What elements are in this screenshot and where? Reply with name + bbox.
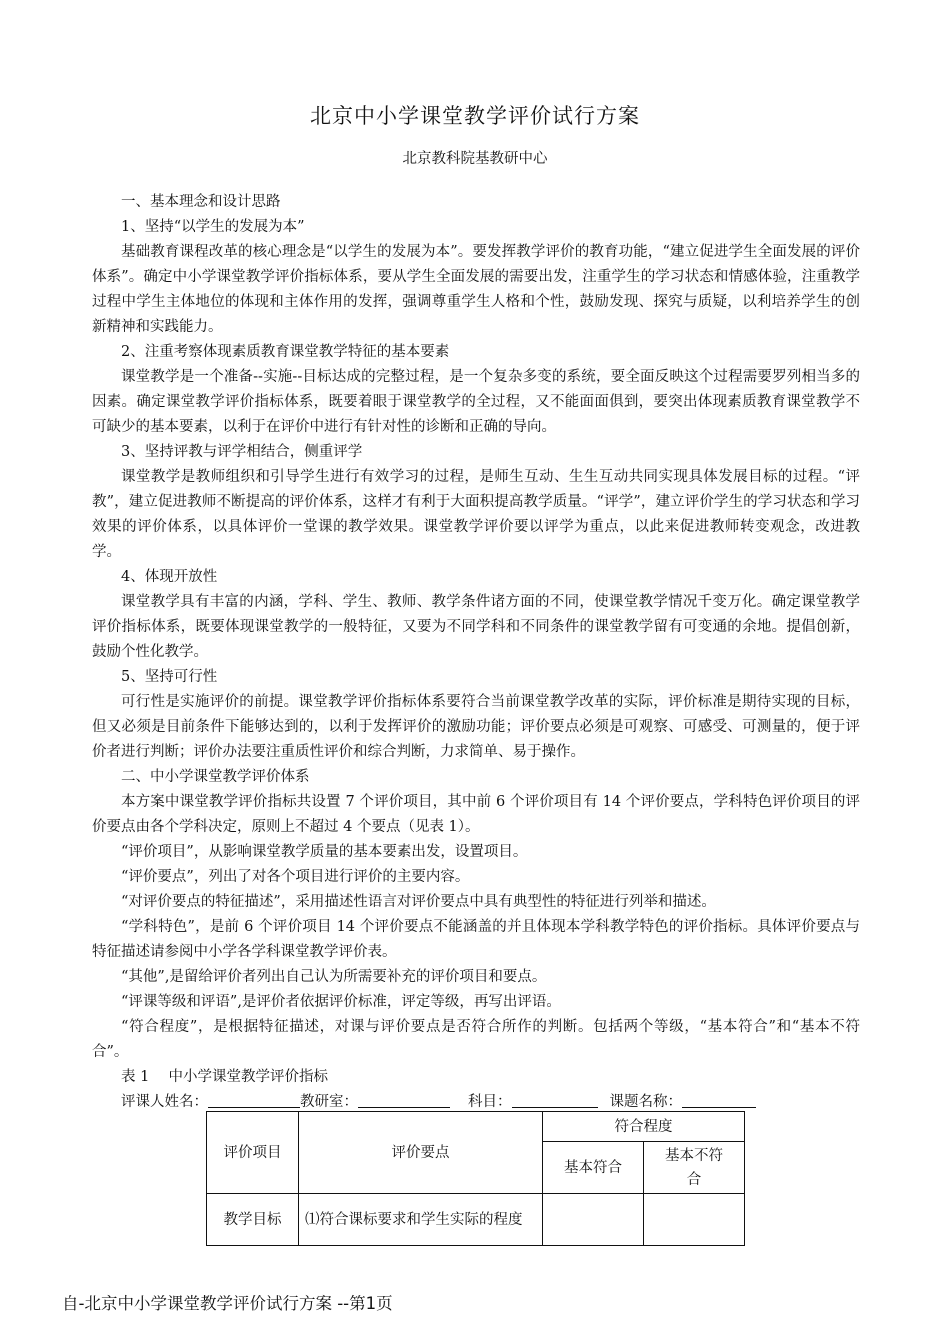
subsection-heading: 5、坚持可行性: [121, 669, 218, 685]
subject-label: 科目：: [468, 1094, 512, 1110]
header-conformity-degree: 符合程度: [543, 1112, 745, 1142]
document-subtitle: 北京教科院基教研中心: [402, 151, 548, 167]
table-row: [207, 1194, 745, 1246]
office-label: 教研室：: [300, 1094, 358, 1110]
subject-blank[interactable]: [512, 1093, 598, 1108]
subsection-heading: 1、坚持“以学生的发展为本”: [121, 219, 305, 235]
row-match-cell[interactable]: [543, 1194, 644, 1246]
paragraph: 课堂教学是教师组织和引导学生进行有效学习的过程，是师生互动、生生互动共同实现具体发展目标的过程。“评教”，建立促进教师不断提高的评价体系，这样才有利于大面积提高教学质量。“评学”，建立评价学生的学习状态和学习效果的评价体系，以具体评价一堂课的教学效果。课堂教学评价要以评学为重点，以此来促进教师转变观念，改进教学。: [92, 469, 860, 560]
lesson-title-blank[interactable]: [682, 1093, 756, 1108]
lesson-title-label: 课题名称：: [609, 1094, 682, 1110]
paragraph: 课堂教学具有丰富的内涵，学科、学生、教师、教学条件诸方面的不同，使课堂教学情况千变万化。确定课堂教学评价指标体系，既要体现课堂教学的一般特征，又要为不同学科和不同条件的课堂教学留有可变通的余地。提倡创新，鼓励个性化教学。: [92, 594, 860, 660]
paragraph: “对评价要点的特征描述”，采用描述性语言对评价要点中具有典型性的特征进行列举和描述。: [121, 894, 716, 910]
row-point-cell: ⑴符合课标要求和学生实际的程度: [299, 1194, 543, 1246]
paragraph: 基础教育课程改革的核心理念是“以学生的发展为本”。要发挥教学评价的教育功能，“建立促进学生全面发展的评价体系”。确定中小学课堂教学评价指标体系，要从学生全面发展的需要出发，注重学生的学习状态和情感体验，注重教学过程中学生主体地位的体现和主体作用的发挥，强调尊重学生人格和个性，鼓励发现、探究与质疑，以利培养学生的创新精神和实践能力。: [92, 244, 860, 335]
section-heading: 一、基本理念和设计思路: [121, 194, 281, 210]
header-basically-not-conforms: [644, 1142, 745, 1194]
table-caption: 表 1 中小学课堂教学评价指标: [121, 1069, 328, 1085]
paragraph: “评价项目”，从影响课堂教学质量的基本要素出发，设置项目。: [121, 844, 528, 860]
paragraph: “评课等级和评语”,是评价者依据评价标准，评定等级，再写出评语。: [121, 994, 561, 1010]
evaluator-name-blank[interactable]: [208, 1093, 300, 1108]
evaluation-table: [206, 1111, 745, 1246]
subsection-heading: 3、坚持评教与评学相结合，侧重评学: [121, 444, 363, 460]
header-basically-not-conforms-text: 基本不符合: [664, 1147, 723, 1188]
paragraph: “其他”,是留给评价者列出自己认为所需要补充的评价项目和要点。: [121, 969, 547, 985]
evaluator-name-label: 评课人姓名：: [121, 1094, 208, 1110]
paragraph: 可行性是实施评价的前提。课堂教学评价指标体系要符合当前课堂教学改革的实际，评价标准是期待实现的目标，但又必须是目前条件下能够达到的，以利于发挥评价的激励功能；评价要点必须是可观察、可感受、可测量的，便于评价者进行判断；评价办法要注重质性评价和综合判断，力求简单、易于操作。: [92, 694, 860, 760]
paragraph: 课堂教学是一个准备--实施--目标达成的完整过程，是一个复杂多变的系统，要全面反映这个过程需要罗列相当多的因素。确定课堂教学评价指标体系，既要着眼于课堂教学的全过程，又不能面面俱到，要突出体现素质教育课堂教学不可缺少的基本要素，以利于在评价中进行有针对性的诊断和正确的导向。: [92, 369, 860, 435]
section-heading: 二、中小学课堂教学评价体系: [121, 769, 310, 785]
paragraph: “学科特色”，是前 6 个评价项目 14 个评价要点不能涵盖的并且体现本学科教学特色的评价指标。具体评价要点与特征描述请参阅中小学各学科课堂教学评价表。: [92, 919, 860, 960]
header-basically-conforms: 基本符合: [543, 1142, 644, 1194]
paragraph: “评价要点”，列出了对各个项目进行评价的主要内容。: [121, 869, 470, 885]
row-item-cell: 教学目标: [207, 1194, 299, 1246]
document-body: [92, 190, 860, 1115]
document-title: 北京中小学课堂教学评价试行方案: [310, 104, 640, 128]
header-evaluation-point: 评价要点: [299, 1112, 543, 1194]
page-footer: 自-北京中小学课堂教学评价试行方案 --第1页: [62, 1294, 393, 1313]
subsection-heading: 4、体现开放性: [121, 569, 218, 585]
row-nomatch-cell[interactable]: [644, 1194, 745, 1246]
paragraph: 本方案中课堂教学评价指标共设置 7 个评价项目，其中前 6 个评价项目有 14 个评价要点，学科特色评价项目的评价要点由各个学科决定，原则上不超过 4 个要点（见表 1）。: [92, 794, 860, 835]
header-evaluation-item: 评价项目: [207, 1112, 299, 1194]
paragraph: “符合程度”，是根据特征描述，对课与评价要点是否符合所作的判断。包括两个等级，“基本符合”和“基本不符合”。: [92, 1019, 860, 1060]
office-blank[interactable]: [358, 1093, 450, 1108]
subsection-heading: 2、注重考察体现素质教育课堂教学特征的基本要素: [121, 344, 450, 360]
